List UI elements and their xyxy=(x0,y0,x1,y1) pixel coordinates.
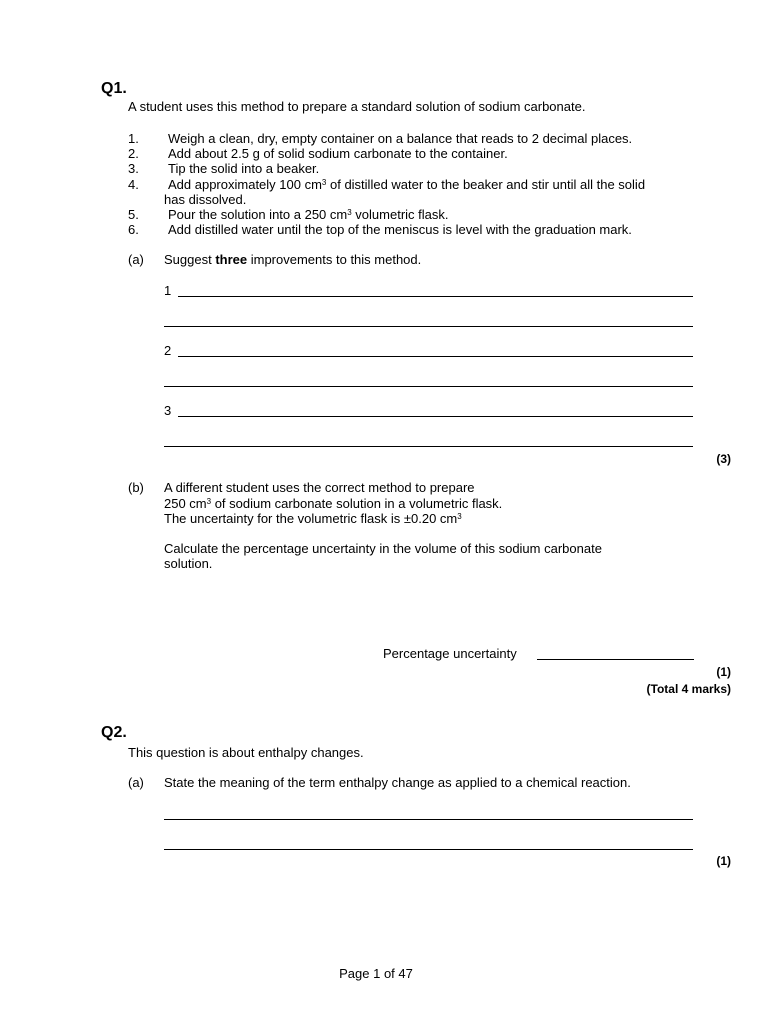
q2-intro: This question is about enthalpy changes. xyxy=(128,745,364,760)
step-number: 3. xyxy=(128,161,139,176)
q1a-label: (a) xyxy=(128,252,144,267)
q1-intro: A student uses this method to prepare a standard solution of sodium carbonate. xyxy=(128,99,586,114)
q2a-label: (a) xyxy=(128,775,144,790)
step-text-continued: has dissolved. xyxy=(164,192,247,207)
q2a-question: State the meaning of the term enthalpy change as applied to a chemical reaction. xyxy=(164,775,631,790)
step-text: Add approximately 100 $cm^3$ of distilled water to the beaker and stir until all the solid xyxy=(168,177,646,192)
q1a-marks: (3) xyxy=(716,452,731,466)
q1-total-marks: (Total 4 marks) xyxy=(646,682,731,696)
answer-line[interactable] xyxy=(164,849,693,850)
page-number: Page 1 of 47 xyxy=(339,966,413,981)
answer-line[interactable] xyxy=(164,819,693,820)
step-number: 5. xyxy=(128,207,139,222)
step-text: Weigh a clean, dry, empty container on a balance that reads to 2 decimal places. xyxy=(168,131,633,146)
q1b-calc-line2: solution. xyxy=(164,556,213,571)
q2a-marks: (1) xyxy=(716,854,731,868)
step-text: Add about 2.5 g of solid sodium carbonate to the container. xyxy=(168,146,508,161)
q1a-question: Suggest three improvements to this method. xyxy=(164,252,422,267)
q1b-calc-line1: Calculate the percentage uncertainty in the volume of this sodium carbonate xyxy=(164,541,602,556)
step-text: Add distilled water until the top of the meniscus is level with the graduation mark. xyxy=(168,222,632,237)
answer-line[interactable] xyxy=(178,356,693,357)
step-text: Tip the solid into a beaker. xyxy=(168,161,320,176)
q1b-label: (b) xyxy=(128,480,144,495)
q1b-line1: A different student uses the correct method to prepare xyxy=(164,480,475,495)
answer-line[interactable] xyxy=(164,446,693,447)
answer-number: 3 xyxy=(164,403,172,418)
answer-number: 2 xyxy=(164,343,172,358)
answer-line[interactable] xyxy=(164,326,693,327)
q1b-line2: 250 $cm^3$ of sodium carbonate solution in a volumetric flask. xyxy=(164,496,503,511)
percentage-uncertainty-answer-line[interactable] xyxy=(537,659,694,660)
q1b-line3: The uncertainty for the volumetric flask is ±0.20 $cm^3$ xyxy=(164,511,462,526)
step-number: 4. xyxy=(128,177,139,192)
answer-line[interactable] xyxy=(178,416,693,417)
step-text: Pour the solution into a 250 $cm^3$ volumetric flask. xyxy=(168,207,449,222)
answer-line[interactable] xyxy=(178,296,693,297)
q1-heading: Q1. xyxy=(101,80,127,97)
answer-line[interactable] xyxy=(164,386,693,387)
step-number: 2. xyxy=(128,146,139,161)
step-number: 1. xyxy=(128,131,139,146)
q1b-marks: (1) xyxy=(716,665,731,679)
answer-number: 1 xyxy=(164,283,172,298)
percentage-uncertainty-label: Percentage uncertainty xyxy=(383,646,517,661)
step-number: 6. xyxy=(128,222,139,237)
q2-heading: Q2. xyxy=(101,724,127,741)
